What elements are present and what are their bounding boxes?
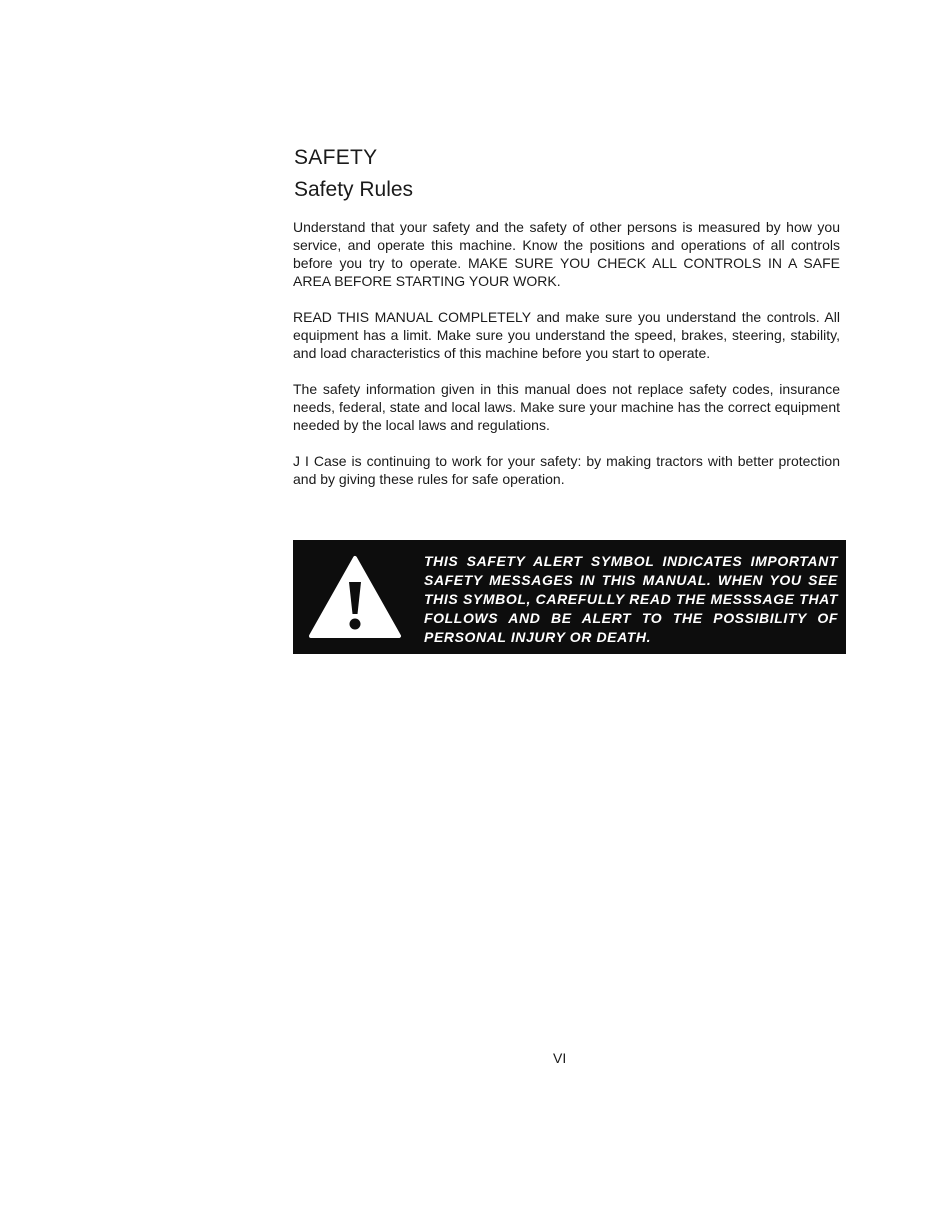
body-text	[293, 218, 840, 506]
heading-block	[294, 144, 844, 204]
section-subtitle: Safety Rules	[294, 178, 414, 201]
safety-alert-text: THIS SAFETY ALERT SYMBOL INDICATES IMPORTANT SAFETY MESSAGES IN THIS MANUAL. WHEN YOU SEE THIS SYMBOL, CAREFULLY READ THE MESSSAGE THAT FOLLOWS AND BE ALERT TO THE POSSIBILITY OF PERSONAL INJURY OR DEATH.	[424, 553, 838, 645]
paragraph-safety-information: The safety information given in this manual does not replace safety codes, insurance needs, federal, state and local laws. Make sure your machine has the correct equipment needed by the local laws and regulations.	[293, 381, 840, 433]
paragraph-read-manual: READ THIS MANUAL COMPLETELY and make sure you understand the controls. All equipment has a limit. Make sure you understand the speed, brakes, steering, stability, and load characteristics of this machine before you start to operate.	[293, 309, 840, 361]
section-title: SAFETY	[294, 146, 378, 169]
safety-alert-box	[293, 540, 846, 654]
warning-triangle-icon	[307, 554, 403, 640]
page-number: VI	[553, 1050, 567, 1066]
paragraph-ji-case: J I Case is continuing to work for your safety: by making tractors with better protection and by giving these rules for safe operation.	[293, 453, 840, 487]
paragraph-understand-safety: Understand that your safety and the safety of other persons is measured by how you service, and operate this machine. Know the positions and operations of all controls before you try to operate. MAKE SURE YOU CHECK ALL CONTROLS IN A SAFE AREA BEFORE STARTING YOUR WORK.	[293, 219, 840, 289]
